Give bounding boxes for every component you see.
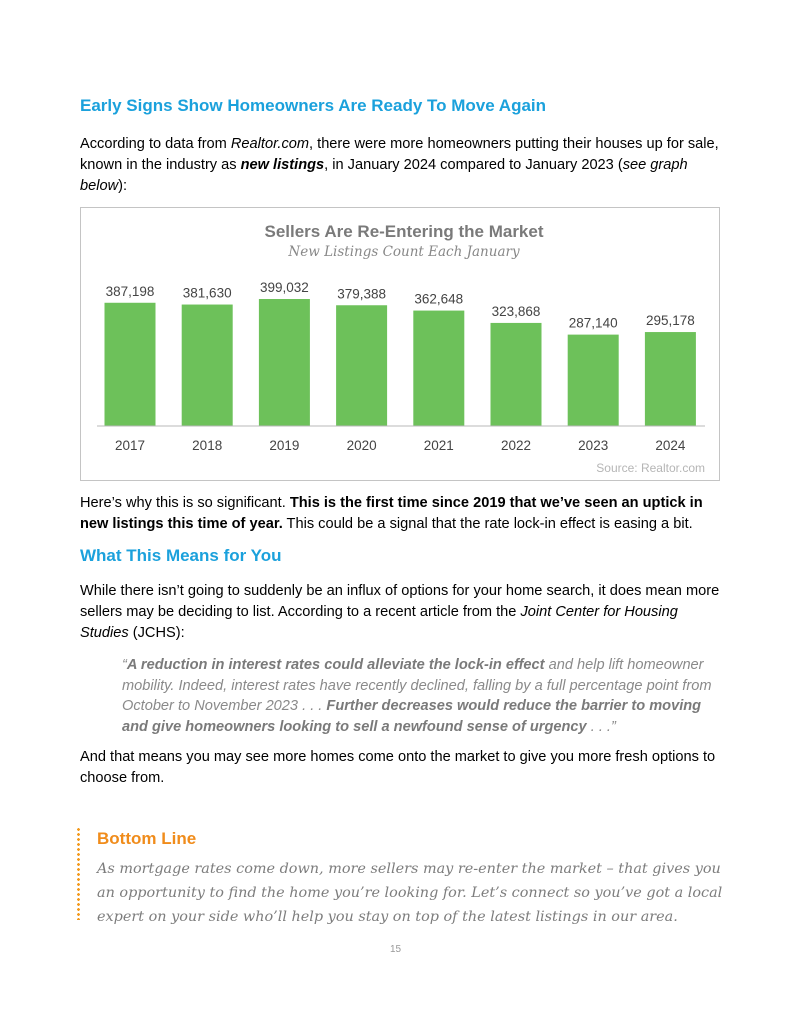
intro-see-graph: see graph below bbox=[80, 157, 688, 194]
bar-value-label: 287,140 bbox=[568, 315, 618, 331]
bar-2019 bbox=[259, 299, 310, 426]
x-tick-label: 2019 bbox=[269, 438, 300, 453]
x-tick-label: 2023 bbox=[578, 438, 609, 453]
intro-text-4: ): bbox=[118, 178, 128, 194]
bar-value-label: 399,032 bbox=[259, 280, 309, 295]
bar-value-label: 362,648 bbox=[414, 291, 464, 307]
bar-value-label: 379,388 bbox=[337, 286, 387, 302]
fresh-options-paragraph: And that means you may see more homes come onto the market to give you more fresh options to choose from. bbox=[80, 749, 716, 786]
bar-2017 bbox=[105, 303, 156, 426]
x-tick-label: 2017 bbox=[114, 438, 146, 453]
quote-end: . . .” bbox=[586, 718, 616, 735]
bar-value-label: 295,178 bbox=[645, 313, 695, 329]
quote-open-mark: “ bbox=[122, 657, 127, 673]
bar-2021 bbox=[413, 311, 464, 426]
bottom-line-title: Bottom Line bbox=[97, 829, 197, 848]
significance-text-1: Here’s why this is so significant. bbox=[80, 495, 290, 511]
bar-value-label: 323,868 bbox=[491, 303, 541, 319]
section-heading-ready-to-move: Early Signs Show Homeowners Are Ready To Move Again bbox=[80, 96, 547, 115]
quote-middle: and help lift homeowner mobility. Indeed, interest rates have recently declined, falling by a full percentage point from October to November 2023 . . . bbox=[122, 657, 712, 715]
bar-value-label: 387,198 bbox=[105, 283, 155, 299]
intro-text-3: , in January 2024 compared to January 2023 ( bbox=[324, 157, 623, 173]
bar-2022 bbox=[491, 323, 542, 426]
intro-text-2: , there were more homeowners putting their houses up for sale, known in the industry as bbox=[80, 136, 719, 173]
jchs-text-1: While there isn’t going to suddenly be an influx of options for your home search, it does mean more sellers may be deciding to list. According to a recent article from the bbox=[80, 583, 720, 620]
intro-term: new listings bbox=[240, 157, 325, 173]
jchs-text-2: (JCHS): bbox=[128, 625, 185, 641]
intro-text-1: According to data from bbox=[80, 136, 231, 152]
x-tick-label: 2021 bbox=[423, 438, 454, 453]
jchs-quote bbox=[122, 655, 722, 737]
bar-value-label: 381,630 bbox=[182, 285, 232, 301]
bar-2023 bbox=[568, 335, 619, 426]
bottom-line-accent-bar bbox=[77, 827, 80, 920]
significance-paragraph bbox=[80, 493, 720, 535]
x-tick-label: 2024 bbox=[655, 438, 686, 453]
bar-2024 bbox=[645, 332, 696, 426]
intro-source: Realtor.com bbox=[230, 136, 310, 152]
bar-chart-svg bbox=[81, 208, 721, 482]
new-listings-chart bbox=[80, 207, 720, 481]
chart-title: Sellers Are Re-Entering the Market bbox=[264, 222, 544, 241]
significance-bold: This is the first time since 2019 that we’ve seen an uptick in new listings this time of year. bbox=[80, 495, 703, 532]
quote-bold-1: A reduction in interest rates could alleviate the lock-in effect bbox=[126, 657, 545, 673]
intro-paragraph bbox=[80, 134, 720, 197]
jchs-source: Joint Center for Housing Studies bbox=[80, 604, 678, 641]
bottom-line-text: As mortgage rates come down, more sellers may re-enter the market – that gives you an opportunity to find the home you’re looking for. Let’s connect so you’ve got a local expert on your side who’ll help you stay on top of the latest listings in our area. bbox=[97, 861, 723, 925]
x-tick-label: 2018 bbox=[192, 438, 223, 453]
bar-2020 bbox=[336, 305, 387, 426]
x-tick-label: 2020 bbox=[346, 438, 377, 453]
bar-2018 bbox=[182, 305, 233, 426]
x-tick-label: 2022 bbox=[500, 438, 532, 453]
page-number: 15 bbox=[389, 944, 402, 955]
jchs-paragraph bbox=[80, 581, 720, 644]
quote-bold-2: Further decreases would reduce the barrier to moving and give homeowners looking to sell a newfound sense of urgency bbox=[122, 698, 702, 735]
significance-text-2: This could be a signal that the rate lock-in effect is easing a bit. bbox=[282, 516, 693, 532]
chart-bars bbox=[105, 280, 696, 453]
chart-subtitle: New Listings Count Each January bbox=[288, 244, 520, 260]
chart-source: Source: Realtor.com bbox=[596, 461, 705, 475]
section-heading-what-this-means: What This Means for You bbox=[80, 546, 282, 565]
